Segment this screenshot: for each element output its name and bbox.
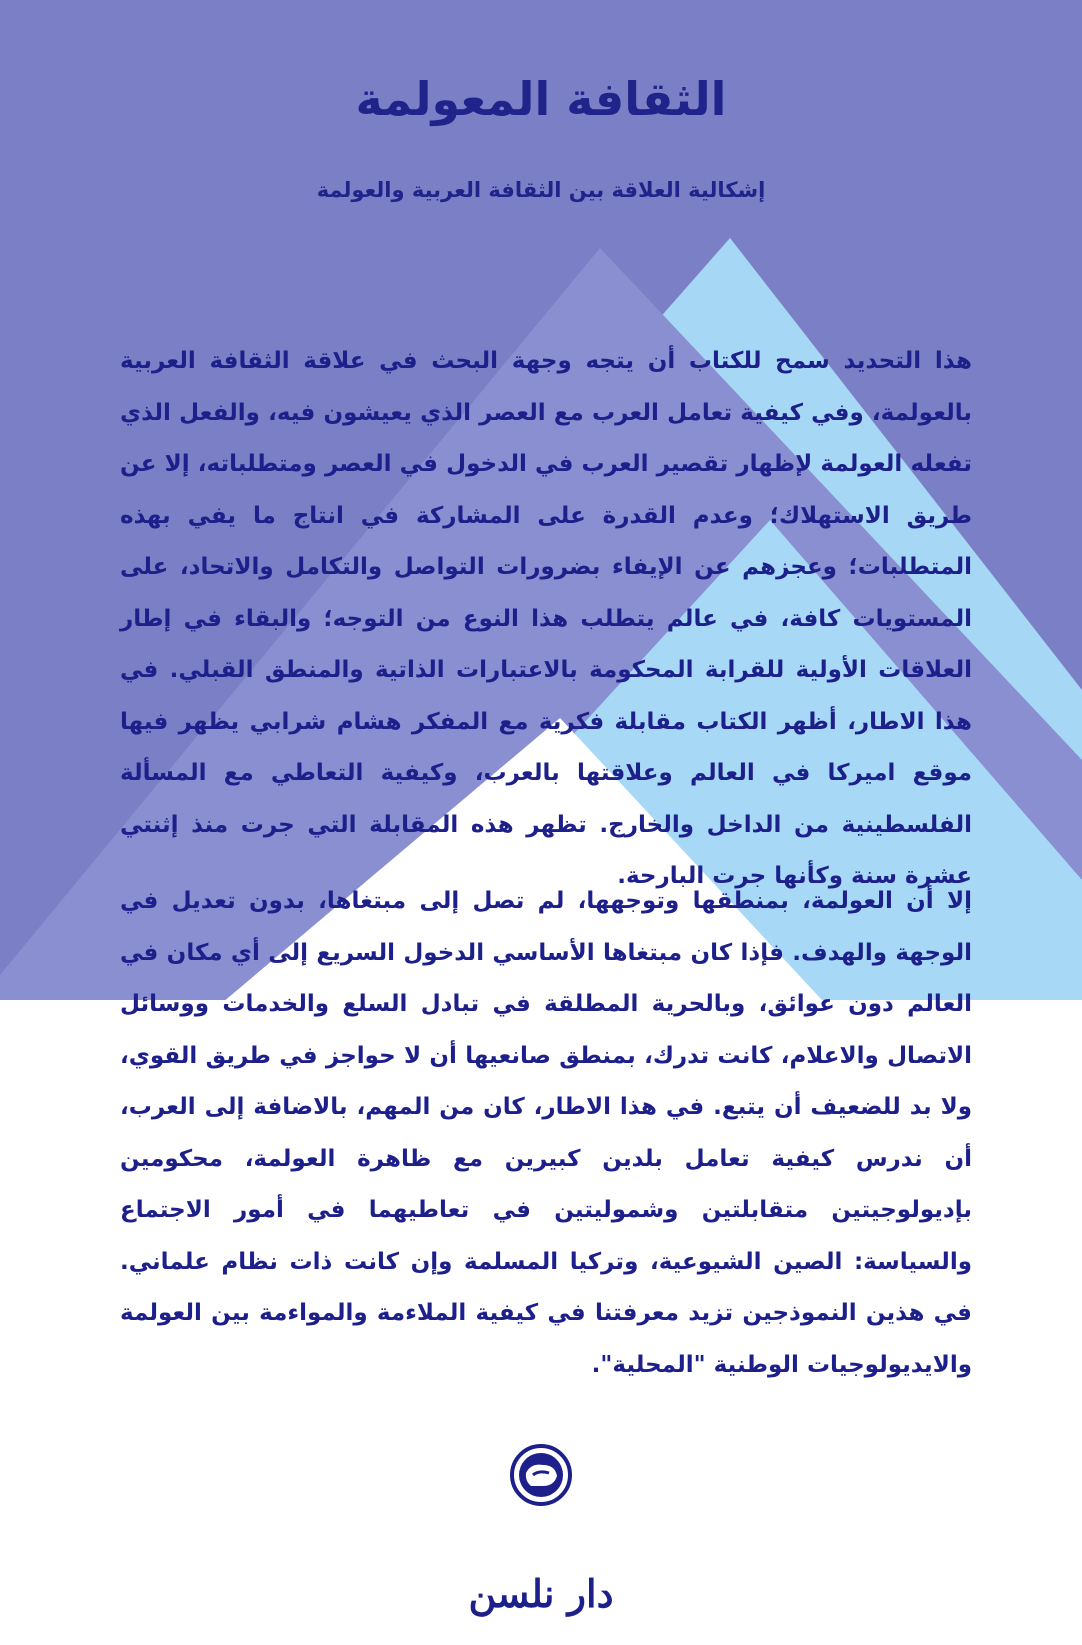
blurb-paragraph-2: إلا أن العولمة، بمنطقها وتوجهها، لم تصل إلى مبتغاها، بدون تعديل في الوجهة والهدف. فإذا كان مبتغاها الأساسي الدخول السريع إلى أي مكان في العالم دون عوائق، وبالحرية المطلقة في تبادل السلع والخدمات ووسائل الاتصال والاعلام، كانت تدرك، بمنطق صانعيها أن لا حواجز في طريق القوي، ولا بد للضعيف أن يتبع. في هذا الاطار، كان من المهم، بالاضافة إلى العرب، أن ندرس كيفية تعامل بلدين كبيرين مع ظاهرة العولمة، محكومين بإديولوجيتين متقابلتين وشموليتين في تعاطيهما في أمور الاجتماع والسياسة: الصين الشيوعية، وتركيا المسلمة وإن كانت ذات نظام علماني. في هذين النموذجين تزيد معرفتنا في كيفية الملاءمة والمواءمة بين العولمة والايديولوجيات الوطنية "المحلية". bbox=[120, 888, 972, 1378]
publisher-name: دار نلسن bbox=[468, 1571, 614, 1616]
publisher-emblem-icon bbox=[509, 1443, 573, 1521]
book-subtitle: إشكالية العلاقة بين الثقافة العربية والعولمة bbox=[316, 178, 766, 202]
blurb-paragraph-1: هذا التحديد سمح للكتاب أن يتجه وجهة البحث في علاقة الثقافة العربية بالعولمة، وفي كيفية تعامل العرب مع العصر الذي يعيشون فيه، والفعل الذي تفعله العولمة لإظهار تقصير العرب في الدخول في العصر ومتطلباته، إلا عن طريق الاستهلاك؛ وعدم القدرة على المشاركة في انتاج ما يفي بهذه المتطلبات؛ وعجزهم عن الإيفاء بضرورات التواصل والتكامل والاتحاد، على المستويات كافة، في عالم يتطلب هذا النوع من التوجه؛ والبقاء في إطار العلاقات الأولية للقرابة المحكومة بالاعتبارات الذاتية والمنطق القبلي. في هذا الاطار، أظهر الكتاب مقابلة فكرية مع المفكر هشام شرابي يظهر فيها موقع اميركا في العالم وعلاقتها بالعرب، وكيفية التعاطي مع المسألة الفلسطينية من الداخل والخارج. تظهر هذه المقابلة التي جرت منذ إثنتي عشرة سنة وكأنها جرت البارحة. bbox=[120, 348, 972, 889]
book-title: الثقافة المعولمة bbox=[355, 72, 727, 126]
